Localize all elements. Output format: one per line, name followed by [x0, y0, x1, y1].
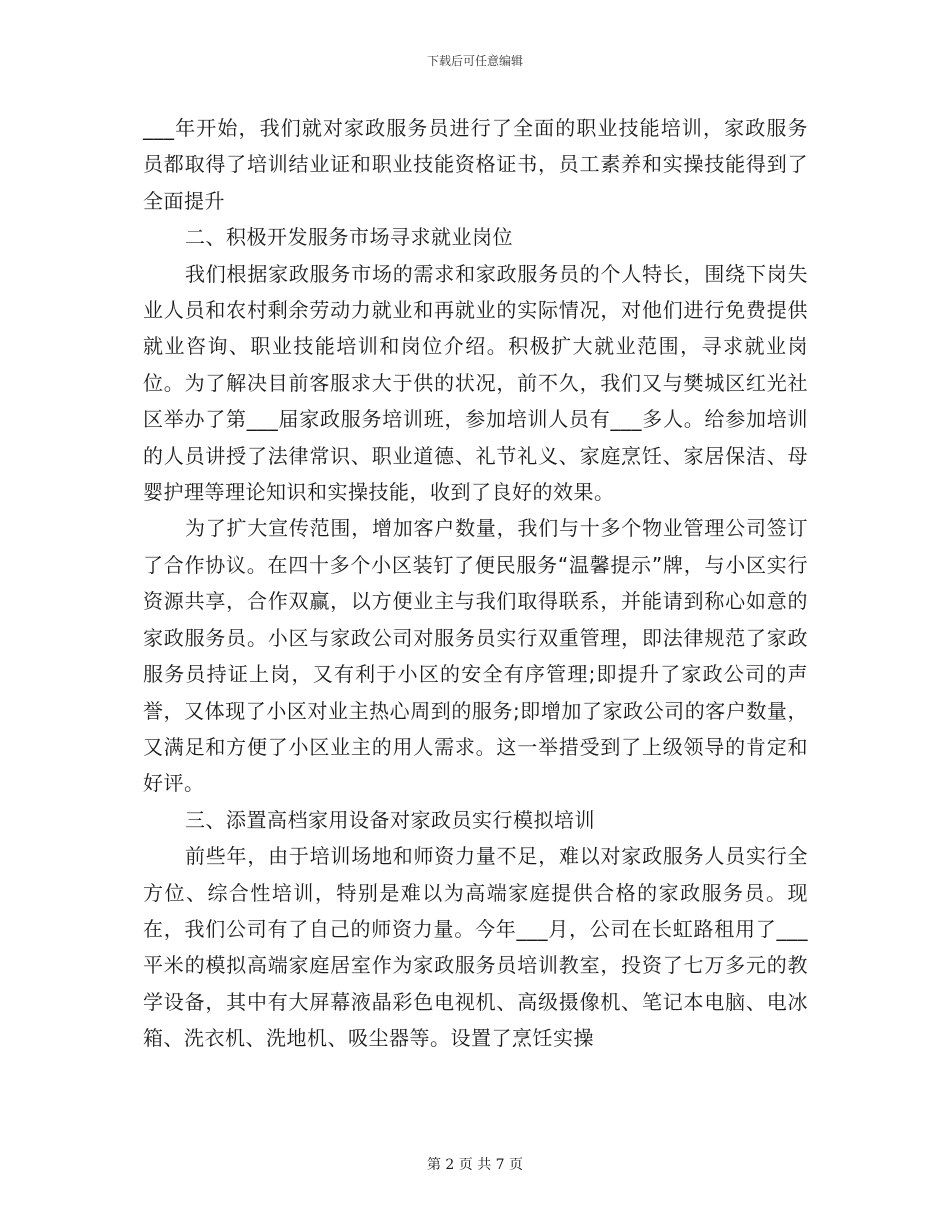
paragraph-simulation-training: 前些年，由于培训场地和师资力量不足，难以对家政服务人员实行全方位、综合性培训，特别是难以为高端家庭提供合格的家政服务员。现在，我们公司有了自己的师资力量。今年___月，公司在长虹路租用了___平米的模拟高端家庭居室作为家政服务员培训教室，投资了七万多元的教学设备，其中有大屏幕液晶彩色电视机、高级摄像机、笔记本电脑、电冰箱、洗衣机、洗地机、吸尘器等。设置了烹饪实操	[143, 844, 808, 1051]
page-header: 下载后可任意编辑	[426, 54, 523, 68]
page-number-footer: 第 2 页 共 7 页	[426, 1157, 524, 1173]
paragraph-intro-continued: ___年开始，我们就对家政服务员进行了全面的职业技能培训，家政服务员都取得了培训结业证和职业技能资格证书，员工素养和实操技能得到了全面提升	[143, 116, 808, 213]
section-heading-2: 二、积极开发服务市场寻求就业岗位	[185, 225, 513, 250]
paragraph-employment-services: 我们根据家政服务市场的需求和家政服务员的个人特长，围绕下岗失业人员和农村剩余劳动力就业和再就业的实际情况，对他们进行免费提供就业咨询、职业技能培训和岗位介绍。积极扩大就业范围，寻求就业岗位。为了解决目前客服求大于供的状况，前不久，我们又与樊城区红光社区举办了第___届家政服务培训班，参加培训人员有___多人。给参加培训的人员讲授了法律常识、职业道德、礼节礼义、家庭烹饪、家居保洁、母婴护理等理论知识和实操技能，收到了良好的效果。	[143, 261, 808, 505]
paragraph-publicity-cooperation: 为了扩大宣传范围，增加客户数量，我们与十多个物业管理公司签订了合作协议。在四十多个小区装钉了便民服务“温馨提示”牌，与小区实行资源共享，合作双赢，以方便业主与我们取得联系，并能请到称心如意的家政服务员。小区与家政公司对服务员实行双重管理，即法律规范了家政服务员持证上岗，又有利于小区的安全有序管理;即提升了家政公司的声誉，又体现了小区对业主热心周到的服务;即增加了家政公司的客户数量，又满足和方便了小区业主的用人需求。这一举措受到了上级领导的肯定和好评。	[143, 516, 808, 796]
document-body	[143, 110, 808, 1057]
section-heading-3: 三、添置高档家用设备对家政员实行模拟培训	[185, 807, 595, 832]
